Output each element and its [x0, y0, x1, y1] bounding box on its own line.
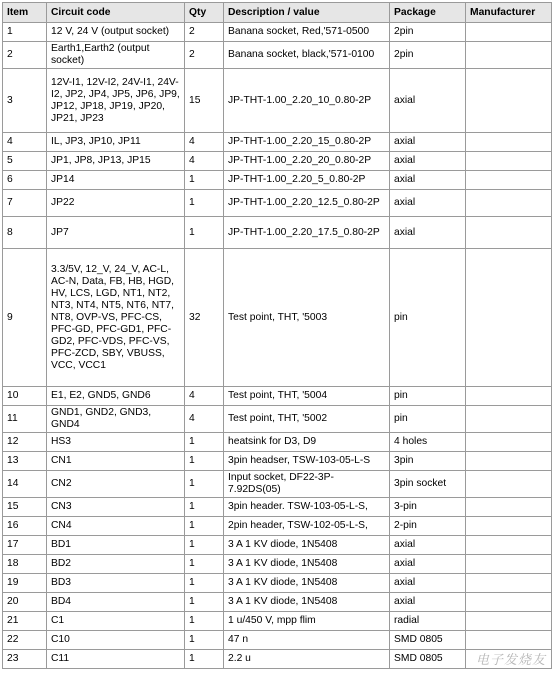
cell-qty: 1	[185, 574, 224, 593]
cell-circuit-code: C10	[47, 631, 185, 650]
cell-description: Test point, THT, '5004	[224, 387, 390, 406]
cell-manufacturer	[466, 152, 552, 171]
cell-manufacturer	[466, 133, 552, 152]
cell-description: 3 A 1 KV diode, 1N5408	[224, 574, 390, 593]
cell-manufacturer	[466, 249, 552, 387]
table-row	[3, 433, 552, 452]
table-row	[3, 387, 552, 406]
cell-description: 3pin headser, TSW-103-05-L-S	[224, 452, 390, 471]
table-row	[3, 574, 552, 593]
cell-qty: 1	[185, 190, 224, 217]
cell-description: JP-THT-1.00_2.20_12.5_0.80-2P	[224, 190, 390, 217]
header-item: Item	[3, 3, 47, 23]
cell-description: 1 u/450 V, mpp flim	[224, 612, 390, 631]
cell-item: 6	[3, 171, 47, 190]
cell-manufacturer	[466, 171, 552, 190]
cell-package: axial	[390, 217, 466, 249]
cell-qty: 1	[185, 631, 224, 650]
cell-description: 47 n	[224, 631, 390, 650]
cell-package: radial	[390, 612, 466, 631]
cell-description: 3 A 1 KV diode, 1N5408	[224, 555, 390, 574]
cell-circuit-code: BD2	[47, 555, 185, 574]
cell-qty: 4	[185, 387, 224, 406]
cell-circuit-code: 3.3/5V, 12_V, 24_V, AC-L, AC-N, Data, FB, HB, HGD, HV, LCS, LGD, NT1, NT2, NT3, NT4, NT5, NT6, NT7, NT8, OVP-VS, PFC-CS, PFC-GD, PFC-GD1, PFC-GD2, PFC-VDS, PFC-VS, PFC-ZCD, SBY, VBUSS, VCC, VCC1	[47, 249, 185, 387]
cell-item: 16	[3, 517, 47, 536]
cell-package: 3-pin	[390, 498, 466, 517]
table-row	[3, 249, 552, 387]
cell-item: 15	[3, 498, 47, 517]
table-row	[3, 650, 552, 669]
cell-package: 2pin	[390, 23, 466, 42]
cell-package: axial	[390, 555, 466, 574]
table-row	[3, 69, 552, 133]
cell-qty: 1	[185, 517, 224, 536]
cell-circuit-code: 12V-I1, 12V-I2, 24V-I1, 24V-I2, JP2, JP4, JP5, JP6, JP9, JP12, JP18, JP19, JP20, JP21, JP23	[47, 69, 185, 133]
cell-qty: 4	[185, 133, 224, 152]
cell-item: 23	[3, 650, 47, 669]
cell-qty: 1	[185, 217, 224, 249]
cell-description: JP-THT-1.00_2.20_10_0.80-2P	[224, 69, 390, 133]
cell-qty: 4	[185, 152, 224, 171]
cell-package: pin	[390, 387, 466, 406]
cell-description: heatsink for D3, D9	[224, 433, 390, 452]
cell-package: pin	[390, 249, 466, 387]
cell-qty: 1	[185, 593, 224, 612]
cell-package: axial	[390, 133, 466, 152]
cell-item: 2	[3, 42, 47, 69]
header-circuit-code: Circuit code	[47, 3, 185, 23]
cell-circuit-code: JP7	[47, 217, 185, 249]
cell-package: SMD 0805	[390, 650, 466, 669]
cell-circuit-code: CN3	[47, 498, 185, 517]
table-row	[3, 536, 552, 555]
cell-qty: 15	[185, 69, 224, 133]
cell-qty: 1	[185, 498, 224, 517]
cell-manufacturer	[466, 42, 552, 69]
cell-item: 20	[3, 593, 47, 612]
cell-description: Banana socket, Red,'571-0500	[224, 23, 390, 42]
cell-item: 22	[3, 631, 47, 650]
cell-item: 17	[3, 536, 47, 555]
cell-item: 12	[3, 433, 47, 452]
table-row	[3, 471, 552, 498]
cell-manufacturer	[466, 471, 552, 498]
cell-description: JP-THT-1.00_2.20_17.5_0.80-2P	[224, 217, 390, 249]
table-row	[3, 593, 552, 612]
table-row	[3, 517, 552, 536]
cell-package: 2-pin	[390, 517, 466, 536]
cell-item: 3	[3, 69, 47, 133]
cell-circuit-code: BD3	[47, 574, 185, 593]
cell-item: 10	[3, 387, 47, 406]
cell-description: Banana socket, black,'571-0100	[224, 42, 390, 69]
table-row	[3, 133, 552, 152]
cell-qty: 1	[185, 612, 224, 631]
cell-item: 5	[3, 152, 47, 171]
cell-description: 2.2 u	[224, 650, 390, 669]
watermark-logo: 电子发烧友	[475, 653, 546, 668]
table-row	[3, 42, 552, 69]
cell-package: axial	[390, 574, 466, 593]
cell-description: 2pin header, TSW-102-05-L-S,	[224, 517, 390, 536]
cell-description: JP-THT-1.00_2.20_20_0.80-2P	[224, 152, 390, 171]
header-row	[3, 3, 552, 23]
cell-circuit-code: JP14	[47, 171, 185, 190]
table-row	[3, 152, 552, 171]
cell-manufacturer	[466, 69, 552, 133]
cell-description: Input socket, DF22-3P-7.92DS(05)	[224, 471, 390, 498]
cell-qty: 1	[185, 471, 224, 498]
cell-package: axial	[390, 171, 466, 190]
cell-item: 21	[3, 612, 47, 631]
table-row	[3, 190, 552, 217]
cell-circuit-code: JP22	[47, 190, 185, 217]
cell-circuit-code: E1, E2, GND5, GND6	[47, 387, 185, 406]
cell-qty: 1	[185, 433, 224, 452]
cell-circuit-code: GND1, GND2, GND3, GND4	[47, 406, 185, 433]
cell-circuit-code: C11	[47, 650, 185, 669]
cell-description: 3 A 1 KV diode, 1N5408	[224, 593, 390, 612]
cell-manufacturer	[466, 217, 552, 249]
cell-manufacturer	[466, 593, 552, 612]
cell-manufacturer	[466, 190, 552, 217]
cell-item: 4	[3, 133, 47, 152]
cell-circuit-code: CN4	[47, 517, 185, 536]
cell-qty: 2	[185, 23, 224, 42]
cell-item: 11	[3, 406, 47, 433]
cell-circuit-code: 12 V, 24 V (output socket)	[47, 23, 185, 42]
cell-manufacturer	[466, 406, 552, 433]
table-row	[3, 452, 552, 471]
cell-qty: 1	[185, 555, 224, 574]
cell-item: 8	[3, 217, 47, 249]
cell-item: 14	[3, 471, 47, 498]
cell-manufacturer	[466, 612, 552, 631]
header-manufacturer: Manufacturer	[466, 3, 552, 23]
cell-qty: 1	[185, 452, 224, 471]
cell-manufacturer	[466, 631, 552, 650]
cell-item: 7	[3, 190, 47, 217]
cell-item: 1	[3, 23, 47, 42]
cell-package: axial	[390, 536, 466, 555]
cell-package: SMD 0805	[390, 631, 466, 650]
table-row	[3, 555, 552, 574]
header-description: Description / value	[224, 3, 390, 23]
cell-package: axial	[390, 593, 466, 612]
cell-circuit-code: JP1, JP8, JP13, JP15	[47, 152, 185, 171]
cell-package: pin	[390, 406, 466, 433]
cell-circuit-code: IL, JP3, JP10, JP11	[47, 133, 185, 152]
cell-description: JP-THT-1.00_2.20_5_0.80-2P	[224, 171, 390, 190]
cell-manufacturer	[466, 536, 552, 555]
cell-manufacturer	[466, 517, 552, 536]
cell-circuit-code: BD1	[47, 536, 185, 555]
cell-qty: 32	[185, 249, 224, 387]
cell-description: JP-THT-1.00_2.20_15_0.80-2P	[224, 133, 390, 152]
cell-circuit-code: BD4	[47, 593, 185, 612]
cell-description: 3 A 1 KV diode, 1N5408	[224, 536, 390, 555]
cell-manufacturer	[466, 452, 552, 471]
cell-item: 19	[3, 574, 47, 593]
cell-package: 3pin	[390, 452, 466, 471]
cell-circuit-code: CN1	[47, 452, 185, 471]
cell-manufacturer	[466, 23, 552, 42]
cell-qty: 1	[185, 650, 224, 669]
header-qty: Qty	[185, 3, 224, 23]
cell-circuit-code: CN2	[47, 471, 185, 498]
cell-manufacturer	[466, 555, 552, 574]
table-row	[3, 171, 552, 190]
cell-manufacturer	[466, 387, 552, 406]
cell-package: 3pin socket	[390, 471, 466, 498]
cell-circuit-code: Earth1,Earth2 (output socket)	[47, 42, 185, 69]
cell-package: axial	[390, 190, 466, 217]
cell-manufacturer	[466, 574, 552, 593]
table-row	[3, 498, 552, 517]
cell-circuit-code: C1	[47, 612, 185, 631]
cell-description: 3pin header. TSW-103-05-L-S,	[224, 498, 390, 517]
cell-qty: 2	[185, 42, 224, 69]
cell-description: Test point, THT, '5003	[224, 249, 390, 387]
cell-package: axial	[390, 69, 466, 133]
table-row	[3, 23, 552, 42]
cell-item: 18	[3, 555, 47, 574]
cell-manufacturer	[466, 498, 552, 517]
table-row	[3, 612, 552, 631]
table-row	[3, 406, 552, 433]
cell-item: 13	[3, 452, 47, 471]
cell-package: axial	[390, 152, 466, 171]
cell-manufacturer	[466, 433, 552, 452]
cell-qty: 1	[185, 536, 224, 555]
table-row	[3, 631, 552, 650]
cell-item: 9	[3, 249, 47, 387]
cell-description: Test point, THT, '5002	[224, 406, 390, 433]
cell-qty: 1	[185, 171, 224, 190]
header-package: Package	[390, 3, 466, 23]
cell-circuit-code: HS3	[47, 433, 185, 452]
table-row	[3, 217, 552, 249]
cell-qty: 4	[185, 406, 224, 433]
cell-package: 4 holes	[390, 433, 466, 452]
cell-package: 2pin	[390, 42, 466, 69]
bom-table	[2, 2, 552, 669]
